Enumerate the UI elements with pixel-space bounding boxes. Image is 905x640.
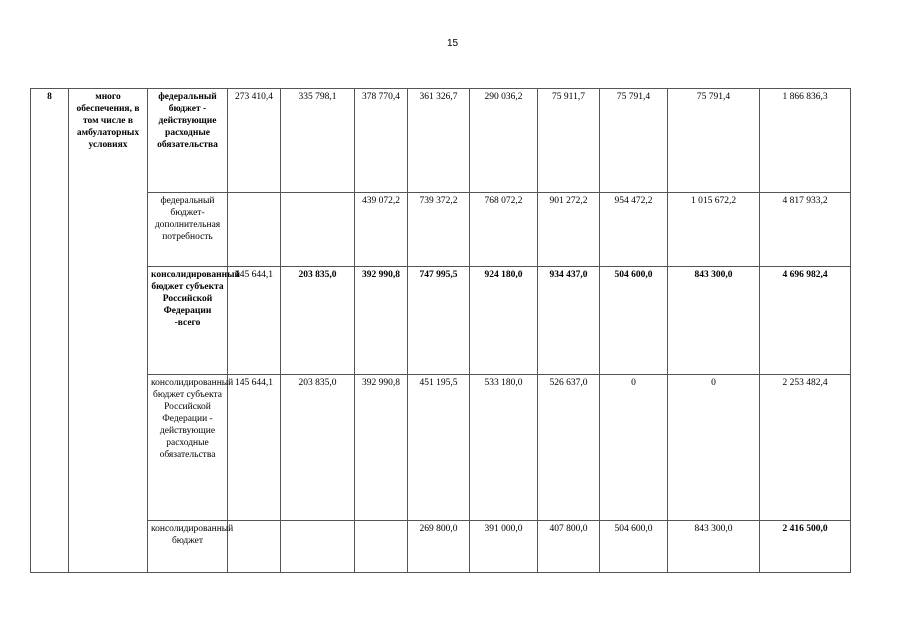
value-cell: 439 072,2 — [355, 193, 408, 267]
source-cell: федеральный бюджет-дополнительная потребность — [148, 193, 228, 267]
value-cell: 203 835,0 — [281, 375, 355, 521]
value-cell: 290 036,2 — [470, 89, 538, 193]
value-cell: 269 800,0 — [408, 521, 470, 573]
value-cell: 75 791,4 — [600, 89, 668, 193]
table-row — [31, 193, 851, 267]
value-cell: 954 472,2 — [600, 193, 668, 267]
row-number-cell: 8 — [31, 89, 69, 573]
value-cell: 747 995,5 — [408, 267, 470, 375]
value-cell: 75 911,7 — [538, 89, 600, 193]
value-cell: 533 180,0 — [470, 375, 538, 521]
table-row — [31, 375, 851, 521]
value-cell: 392 990,8 — [355, 375, 408, 521]
source-cell: консолидированный бюджет — [148, 521, 228, 573]
value-cell: 739 372,2 — [408, 193, 470, 267]
value-cell: 392 990,8 — [355, 267, 408, 375]
page-number: 15 — [446, 38, 459, 49]
value-cell — [228, 193, 281, 267]
value-cell: 526 637,0 — [538, 375, 600, 521]
value-cell: 2 253 482,4 — [760, 375, 851, 521]
table-row — [31, 521, 851, 573]
source-cell: консолидированный бюджет субъекта Российской Федерации - действующие расходные обязательства — [148, 375, 228, 521]
value-cell: 145 644,1 — [228, 267, 281, 375]
value-cell: 2 416 500,0 — [760, 521, 851, 573]
value-cell: 0 — [668, 375, 760, 521]
table-row — [31, 89, 851, 193]
value-cell: 504 600,0 — [600, 521, 668, 573]
value-cell: 4 817 933,2 — [760, 193, 851, 267]
value-cell: 75 791,4 — [668, 89, 760, 193]
source-cell: консолидированный бюджет субъекта Российской Федерации -всего — [148, 267, 228, 375]
value-cell: 924 180,0 — [470, 267, 538, 375]
value-cell — [281, 193, 355, 267]
value-cell: 407 800,0 — [538, 521, 600, 573]
source-cell: федеральный бюджет - действующие расходные обязательства — [148, 89, 228, 193]
value-cell: 0 — [600, 375, 668, 521]
value-cell: 361 326,7 — [408, 89, 470, 193]
value-cell: 273 410,4 — [228, 89, 281, 193]
value-cell: 145 644,1 — [228, 375, 281, 521]
table-body — [31, 89, 851, 573]
value-cell: 843 300,0 — [668, 521, 760, 573]
value-cell: 1 866 836,3 — [760, 89, 851, 193]
table-row — [31, 267, 851, 375]
value-cell: 451 195,5 — [408, 375, 470, 521]
value-cell: 378 770,4 — [355, 89, 408, 193]
value-cell: 1 015 672,2 — [668, 193, 760, 267]
value-cell: 768 072,2 — [470, 193, 538, 267]
value-cell: 203 835,0 — [281, 267, 355, 375]
value-cell — [281, 521, 355, 573]
value-cell: 901 272,2 — [538, 193, 600, 267]
value-cell: 934 437,0 — [538, 267, 600, 375]
value-cell: 4 696 982,4 — [760, 267, 851, 375]
value-cell: 843 300,0 — [668, 267, 760, 375]
budget-table — [30, 88, 851, 573]
row-name-cell: много обеспечения, в том числе в амбулаторных условиях — [69, 89, 148, 573]
value-cell — [228, 521, 281, 573]
value-cell — [355, 521, 408, 573]
value-cell: 391 000,0 — [470, 521, 538, 573]
value-cell: 335 798,1 — [281, 89, 355, 193]
value-cell: 504 600,0 — [600, 267, 668, 375]
